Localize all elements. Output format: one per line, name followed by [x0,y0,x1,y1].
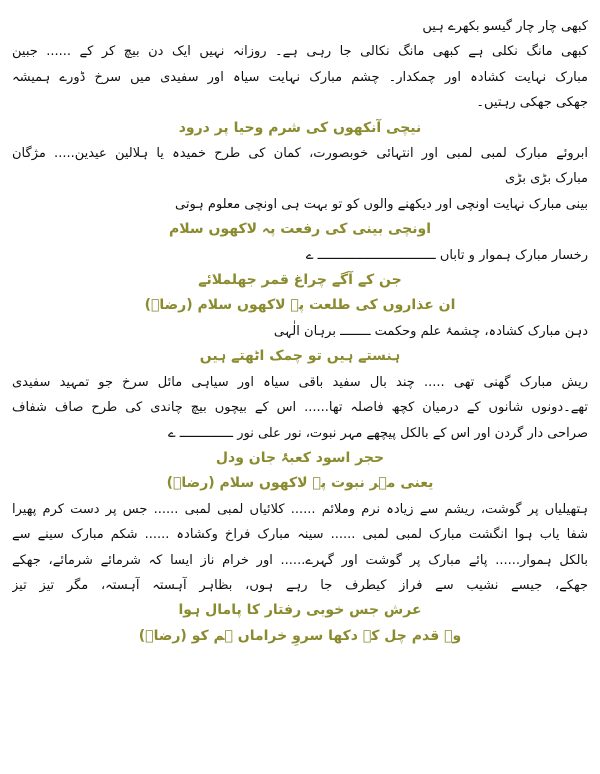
couplet-line: عرش جس خوبی رفتار کا پامال ہوا [178,602,422,619]
couplet-line: ان عذاروں کی طلعت پہ لاکھوں سلام (رضاؔ) [144,297,456,314]
prose-line: شفا یاب ہوا انگشت مبارک لمبی لمبی ...... سینہ مبارک فراخ وکشادہ ...... شکم مبارک سینے سے [12,527,588,543]
couplet-line: وہ قدم چل کے دکھا سروِ خراماں ہم کو (رضاؔ) [138,627,462,644]
prose-line: تھے۔دونوں شانوں کے درمیان کچھ فاصلہ تھا...... اس کے بیچوں بیچ چاندی کی طرح صاف شفاف [12,400,588,416]
couplet-line: نیچی آنکھوں کی شرم وحیا پر درود [178,119,422,136]
prose-line: مبارک بڑی بڑی [505,171,588,187]
prose-line: بالکل ہموار...... پائے مبارک پر گوشت اور گہرے...... اور خرام ناز ایسا کہ شرمائے شرمائے، جھکے [12,552,588,568]
prose-line: ہتھیلیاں پر گوشت، ریشم سے زیادہ نرم وملائم ...... کلائیاں لمبی لمبی ...... جس پر دست کرم پھیرا [12,501,588,517]
prose-line: جھکے، جیسے نشیب سے فراز کیطرف جا رہے ہوں، بظاہر آہستہ آہستہ، مگر تیز تیز [12,577,588,593]
couplet-line: یعنی مہر نبوت پہ لاکھوں سلام (رضاؔ) [166,475,434,492]
prose-line: صراحی دار گردن اور اس کے بالکل پیچھے مہر نبوت، نور علی نور ــــــــــــــ ے [168,425,588,441]
couplet-line: اونچی بینی کی رفعت پہ لاکھوں سلام [168,221,431,238]
prose-line: کبھی چار چار گیسو بکھرے ہیں [422,19,588,34]
prose-line: مبارک نہایت کشادہ اور چمکدار۔ چشم مبارک نہایت سیاہ اور سفیدی میں سرخ ڈورے ہمیشہ [12,69,588,85]
prose-line: بینی مبارک نہایت اونچی اور دیکھنے والوں کو تو بہت ہی اونچی معلوم ہوتی [174,196,588,212]
prose-line: دہن مبارک کشادہ، چشمۂ علم وحکمت ــــــــ برہان الٰہی [273,323,588,339]
couplet-line: ہنستے ہیں تو چمک اٹھتے ہیں [199,348,401,365]
couplet-line: حجر اسود کعبۂ جان ودل [215,449,385,466]
couplet-line: جن کے آگے چراغ قمر جھلملائے [198,272,402,289]
prose-line: کبھی مانگ نکلی ہے کبھی مانگ نکالی جا رہی ہے۔ روزانہ نہیں ایک دن بیچ کر کے ...... جبین [12,44,588,60]
prose-line: رخسار مبارک ہموار و تاباں ـــــــــــــــــــــــــــــــ ے [305,247,588,263]
prose-line: ابروئے مبارک لمبی لمبی اور انتہائی خوبصورت، کمان کی طرح خمیدہ یا ہلالین عیدین..... مژگان [12,146,588,162]
prose-line: جھکی جھکی رہتیں۔ [476,95,588,111]
prose-line: ریش مبارک گھنی تھی ..... چند بال سفید باقی سیاہ اور سیاہی مائل سرخ جو تمہید سفیدی [12,374,588,390]
